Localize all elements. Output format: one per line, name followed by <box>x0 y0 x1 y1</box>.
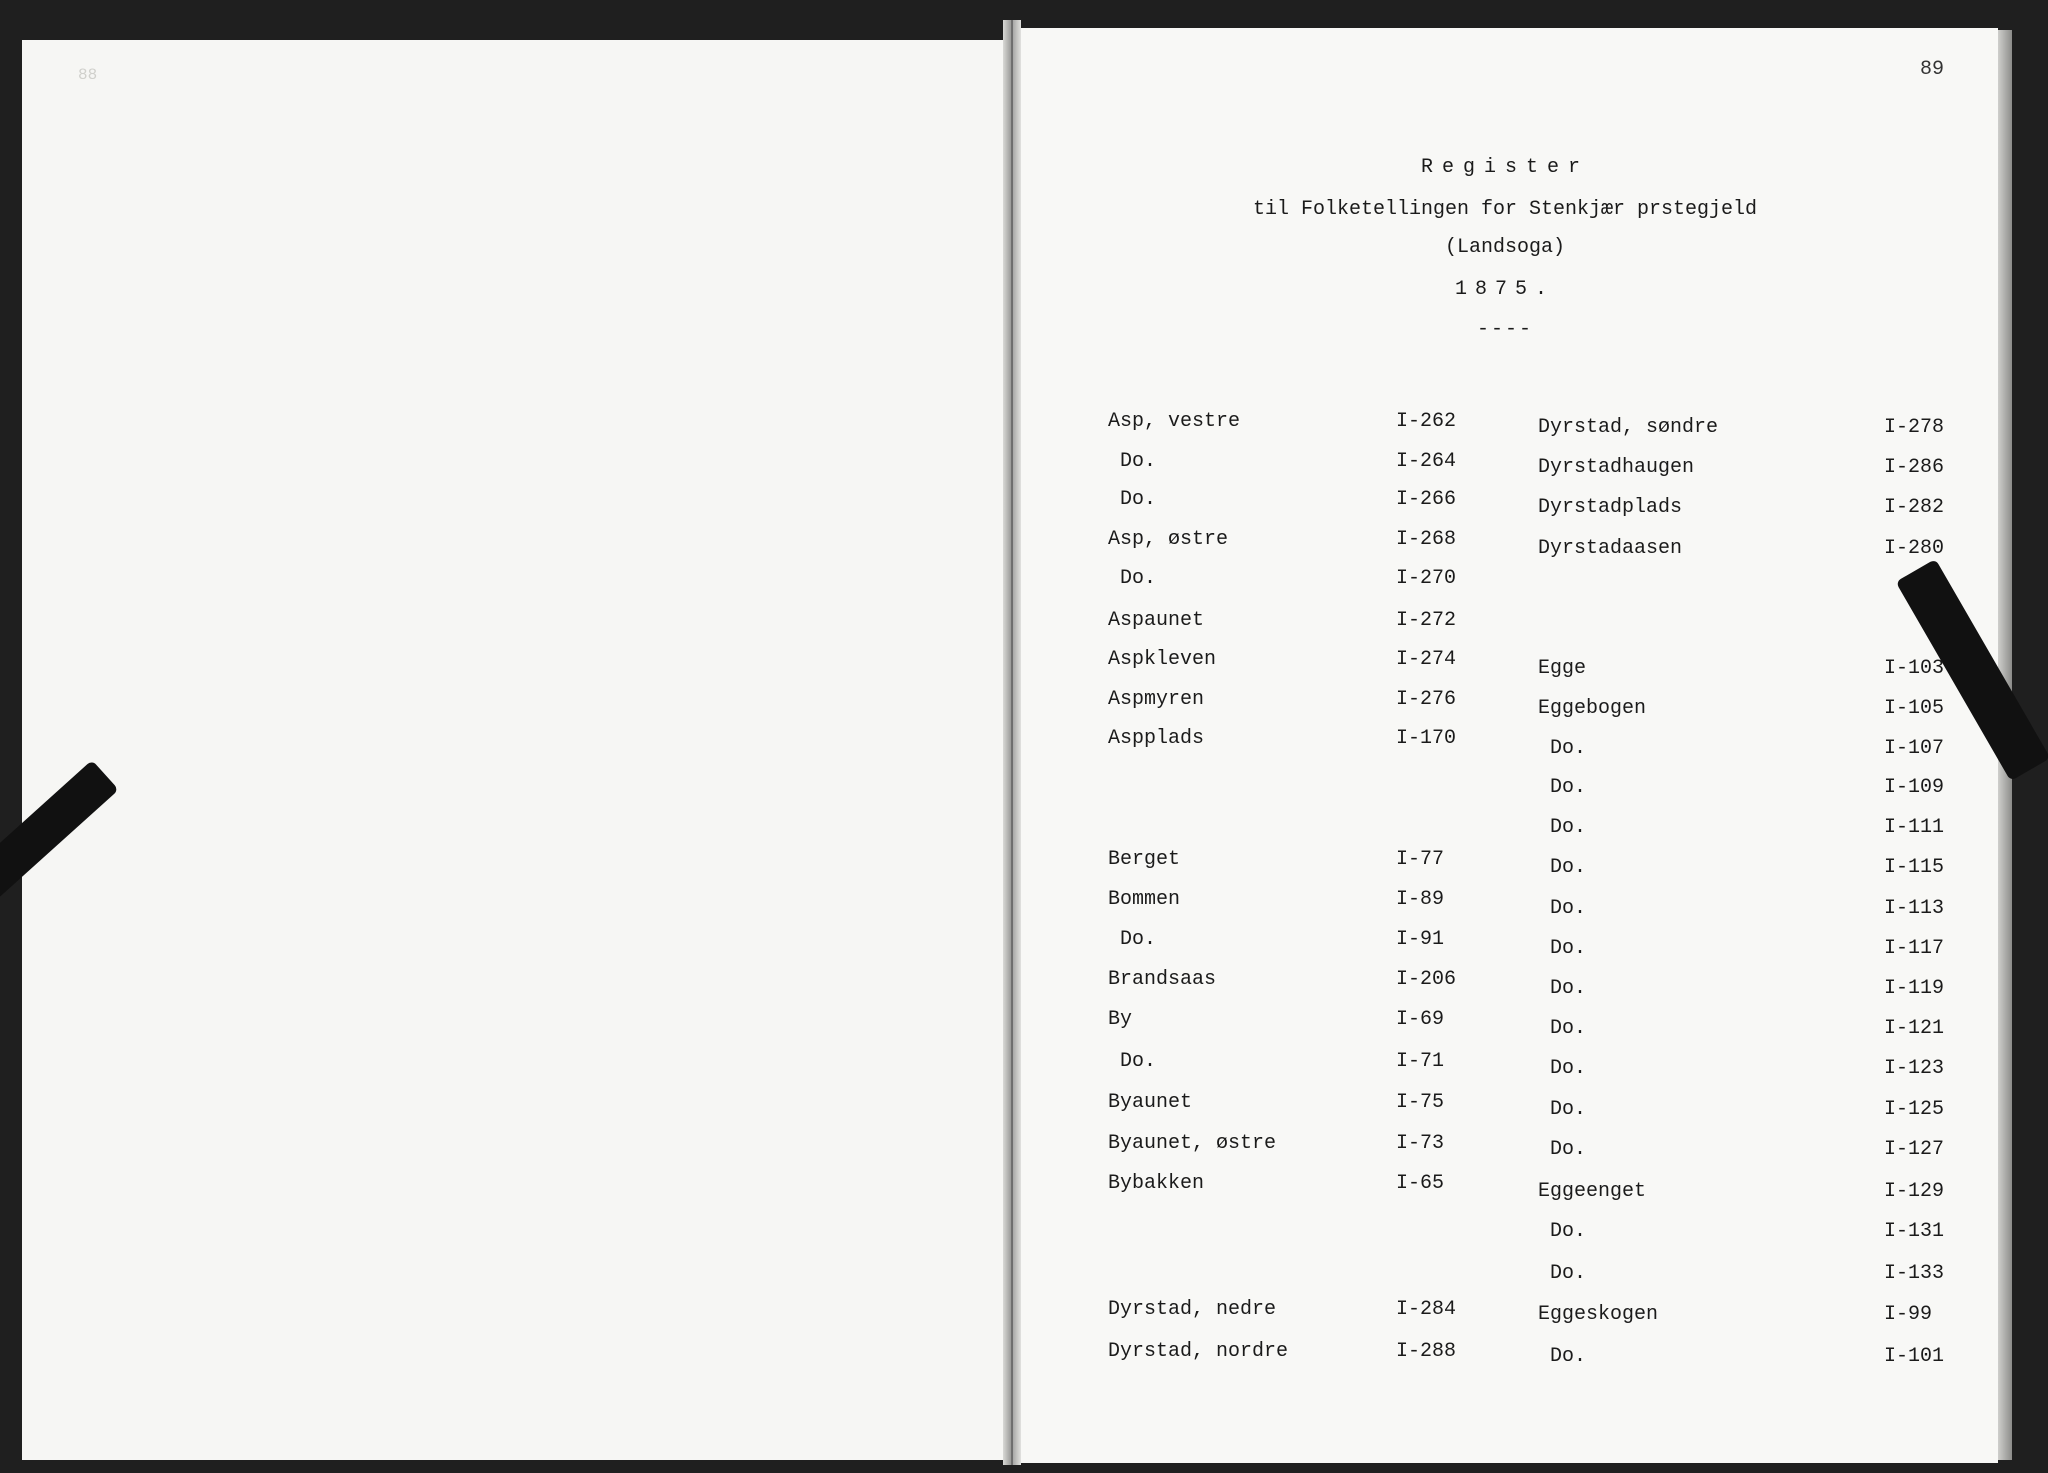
right-entry-ref: I-103 <box>1884 657 1945 680</box>
left-entry-ref: I-272 <box>1396 609 1457 632</box>
right-entry-ref: I-99 <box>1884 1303 1933 1326</box>
right-entry-ref: I-280 <box>1884 537 1945 560</box>
right-entry-ref: I-282 <box>1884 496 1945 519</box>
right-entry-ref: I-127 <box>1884 1138 1945 1161</box>
right-entry-name: Do. <box>1550 1220 1587 1243</box>
page-number: 89 <box>1920 58 1945 81</box>
left-entry-name: Do. <box>1120 1050 1157 1073</box>
right-entry-ref: I-278 <box>1884 416 1945 439</box>
left-entry-name: Do. <box>1120 567 1157 590</box>
left-page-number: 88 <box>78 66 98 84</box>
right-entry-ref: I-129 <box>1884 1180 1945 1203</box>
right-entry-name: Dyrstadhaugen <box>1538 456 1695 479</box>
left-entry-ref: I-262 <box>1396 410 1457 433</box>
register-divider: ---- <box>1476 318 1533 341</box>
right-entry-name: Do. <box>1550 1138 1587 1161</box>
left-entry-ref: I-270 <box>1396 567 1457 590</box>
left-entry-name: Brandsaas <box>1108 968 1217 991</box>
right-entry-name: Do. <box>1550 1057 1587 1080</box>
left-entry-ref: I-71 <box>1396 1050 1445 1073</box>
left-entry-name: Aspaunet <box>1108 609 1205 632</box>
register-title: Register <box>1420 156 1589 179</box>
left-entry-ref: I-91 <box>1396 928 1445 951</box>
right-entry-name: Do. <box>1550 856 1587 879</box>
right-entry-ref: I-101 <box>1884 1345 1945 1368</box>
right-entry-name: Eggeenget <box>1538 1180 1647 1203</box>
register-area: (Landsoga) <box>1444 236 1566 259</box>
left-entry-ref: I-268 <box>1396 528 1457 551</box>
left-entry-ref: I-65 <box>1396 1172 1445 1195</box>
right-entry-ref: I-119 <box>1884 977 1945 1000</box>
left-entry-name: Bommen <box>1108 888 1181 911</box>
right-entry-name: Do. <box>1550 737 1587 760</box>
left-entry-ref: I-284 <box>1396 1298 1457 1321</box>
left-entry-ref: I-276 <box>1396 688 1457 711</box>
left-entry-name: Do. <box>1120 450 1157 473</box>
right-entry-ref: I-131 <box>1884 1220 1945 1243</box>
left-entry-name: Do. <box>1120 928 1157 951</box>
left-entry-name: By <box>1108 1008 1133 1031</box>
right-entry-ref: I-109 <box>1884 776 1945 799</box>
right-entry-name: Do. <box>1550 1345 1587 1368</box>
right-entry-name: Do. <box>1550 1098 1587 1121</box>
right-entry-name: Do. <box>1550 776 1587 799</box>
left-entry-name: Aspplads <box>1108 727 1205 750</box>
right-entry-name: Dyrstadaasen <box>1538 537 1683 560</box>
left-entry-name: Aspkleven <box>1108 648 1217 671</box>
left-entry-ref: I-170 <box>1396 727 1457 750</box>
right-entry-ref: I-117 <box>1884 937 1945 960</box>
left-entry-name: Asp, østre <box>1108 528 1229 551</box>
right-entry-name: Do. <box>1550 1262 1587 1285</box>
left-page <box>22 40 1012 1460</box>
left-entry-name: Do. <box>1120 488 1157 511</box>
right-entry-ref: I-133 <box>1884 1262 1945 1285</box>
right-entry-ref: I-107 <box>1884 737 1945 760</box>
right-entry-name: Egge <box>1538 657 1587 680</box>
right-entry-name: Do. <box>1550 977 1587 1000</box>
right-entry-ref: I-123 <box>1884 1057 1945 1080</box>
right-entry-name: Dyrstad, søndre <box>1538 416 1719 439</box>
left-entry-ref: I-89 <box>1396 888 1445 911</box>
right-entry-ref: I-125 <box>1884 1098 1945 1121</box>
right-entry-name: Do. <box>1550 937 1587 960</box>
left-entry-ref: I-266 <box>1396 488 1457 511</box>
right-entry-ref: I-113 <box>1884 897 1945 920</box>
left-entry-name: Dyrstad, nedre <box>1108 1298 1277 1321</box>
left-entry-ref: I-73 <box>1396 1132 1445 1155</box>
right-entry-ref: I-111 <box>1884 816 1945 839</box>
right-entry-name: Do. <box>1550 816 1587 839</box>
left-entry-name: Bybakken <box>1108 1172 1205 1195</box>
right-entry-name: Eggebogen <box>1538 697 1647 720</box>
left-entry-name: Asp, vestre <box>1108 410 1241 433</box>
register-subtitle: til Folketellingen for Stenkjær prstegjeld <box>1252 198 1758 221</box>
right-entry-ref: I-286 <box>1884 456 1945 479</box>
left-entry-name: Dyrstad, nordre <box>1108 1340 1289 1363</box>
left-entry-name: Byaunet, østre <box>1108 1132 1277 1155</box>
right-entry-name: Eggeskogen <box>1538 1303 1659 1326</box>
right-entry-name: Dyrstadplads <box>1538 496 1683 519</box>
left-entry-name: Berget <box>1108 848 1181 871</box>
left-entry-ref: I-77 <box>1396 848 1445 871</box>
right-entry-ref: I-121 <box>1884 1017 1945 1040</box>
left-entry-name: Aspmyren <box>1108 688 1205 711</box>
left-entry-ref: I-206 <box>1396 968 1457 991</box>
left-entry-ref: I-69 <box>1396 1008 1445 1031</box>
left-entry-ref: I-75 <box>1396 1091 1445 1114</box>
right-entry-name: Do. <box>1550 897 1587 920</box>
left-entry-ref: I-274 <box>1396 648 1457 671</box>
left-entry-ref: I-264 <box>1396 450 1457 473</box>
left-entry-ref: I-288 <box>1396 1340 1457 1363</box>
left-entry-name: Byaunet <box>1108 1091 1193 1114</box>
right-entry-ref: I-115 <box>1884 856 1945 879</box>
right-entry-ref: I-105 <box>1884 697 1945 720</box>
register-year: 1875. <box>1454 278 1555 301</box>
right-entry-name: Do. <box>1550 1017 1587 1040</box>
